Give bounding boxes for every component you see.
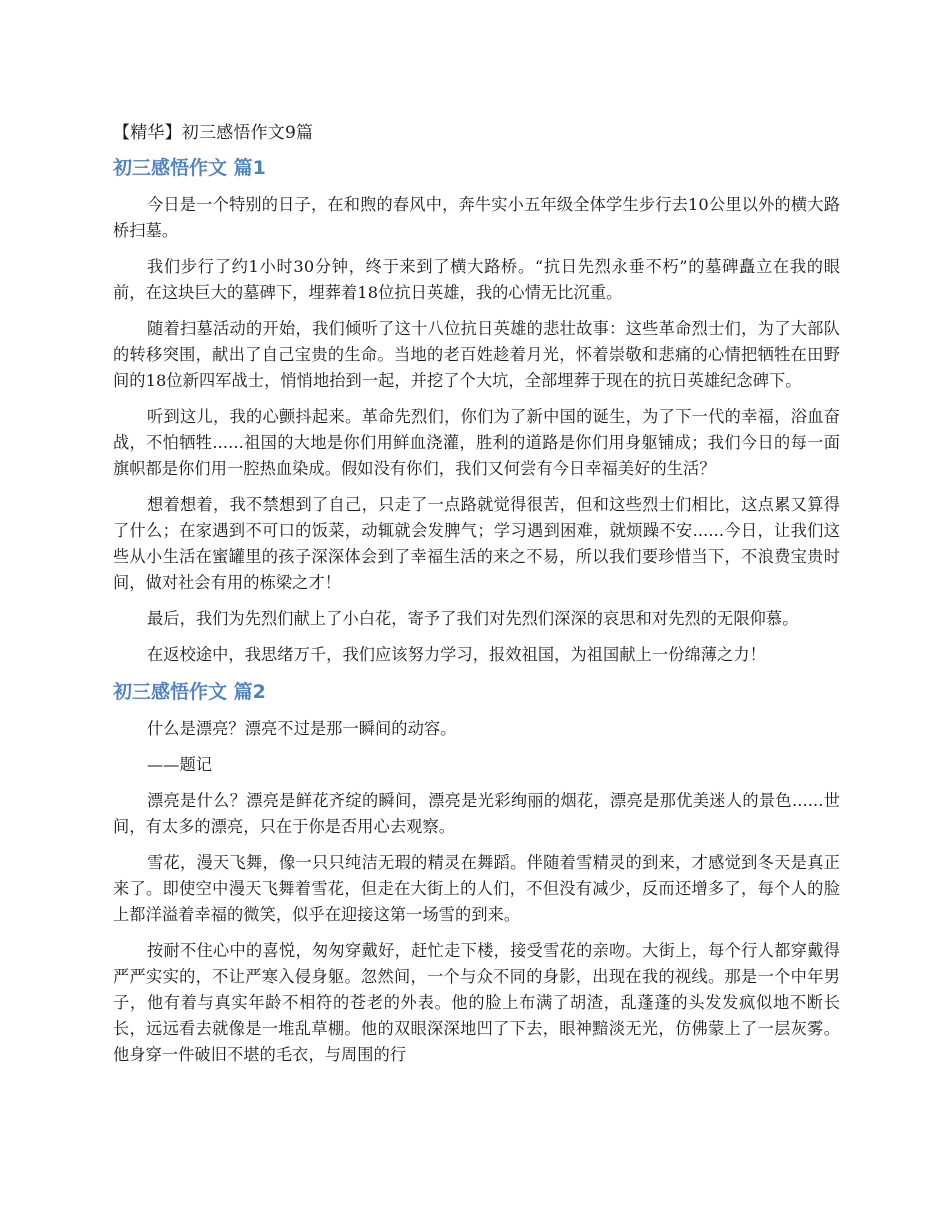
document-title: 【精华】初三感悟作文9篇 <box>113 123 314 143</box>
section-1 <box>113 154 840 668</box>
document-page <box>113 120 840 1078</box>
paragraph: 我们步行了约1小时30分钟，终于来到了横大路桥。“抗日先烈永垂不朽”的墓碑矗立在我的眼前，在这块巨大的墓碑下，埋葬着18位抗日英雄，我的心情无比沉重。 <box>113 257 840 302</box>
paragraph: 什么是漂亮？漂亮不过是那一瞬间的动容。 <box>147 719 457 738</box>
paragraph: 今日是一个特别的日子，在和煦的春风中，奔牛实小五年级全体学生步行去10公里以外的横大路桥扫墓。 <box>113 195 840 240</box>
paragraph: ——题记 <box>147 755 213 774</box>
paragraph: 在返校途中，我思绪万千，我们应该努力学习，报效祖国，为祖国献上一份绵薄之力！ <box>147 645 766 664</box>
paragraph: 随着扫墓活动的开始，我们倾听了这十八位抗日英雄的悲壮故事：这些革命烈士们，为了大部队的转移突围，献出了自己宝贵的生命。当地的老百姓趁着月光，怀着崇敬和悲痛的心情把牺牲在田野间的18位新四军战士，悄悄地抬到一起，并挖了个大坑，全部埋葬于现在的抗日英雄纪念碑下。 <box>113 319 840 390</box>
section-2 <box>113 678 840 1068</box>
paragraph: 漂亮是什么？漂亮是鲜花齐绽的瞬间，漂亮是光彩绚丽的烟花，漂亮是那优美迷人的景色......世间，有太多的漂亮，只在于你是否用心去观察。 <box>113 791 840 836</box>
section-heading: 初三感悟作文 篇2 <box>113 681 266 703</box>
paragraph: 想着想着，我不禁想到了自己，只走了一点路就觉得很苦，但和这些烈士们相比，这点累又算得了什么；在家遇到不可口的饭菜，动辄就会发脾气；学习遇到困难，就烦躁不安......今日，让我们这些从小生活在蜜罐里的孩子深深体会到了幸福生活的来之不易，所以我们要珍惜当下，不浪费宝贵时间，做对社会有用的栋梁之才！ <box>113 495 840 592</box>
paragraph: 雪花，漫天飞舞，像一只只纯洁无瑕的精灵在舞蹈。伴随着雪精灵的到来，才感觉到冬天是真正来了。即使空中漫天飞舞着雪花，但走在大街上的人们，不但没有减少，反而还增多了，每个人的脸上都洋溢着幸福的微笑，似乎在迎接这第一场雪的到来。 <box>113 853 840 924</box>
paragraph: 最后，我们为先烈们献上了小白花，寄予了我们对先烈们深深的哀思和对先烈的无限仰慕。 <box>147 609 799 628</box>
paragraph: 按耐不住心中的喜悦，匆匆穿戴好，赶忙走下楼，接受雪花的亲吻。大街上，每个行人都穿戴得严严实实的，不让严寒入侵身躯。忽然间，一个与众不同的身影，出现在我的视线。那是一个中年男子，他有着与真实年龄不相符的苍老的外表。他的脸上布满了胡渣，乱蓬蓬的头发发疯似地不断长长，远远看去就像是一堆乱草棚。他的双眼深深地凹了下去，眼神黯淡无光，仿佛蒙上了一层灰雾。他身穿一件破旧不堪的毛衣，与周围的行 <box>113 941 840 1064</box>
paragraph: 听到这儿，我的心颤抖起来。革命先烈们，你们为了新中国的诞生，为了下一代的幸福，浴血奋战，不怕牺牲......祖国的大地是你们用鲜血浇灌，胜利的道路是你们用身躯铺成；我们今日的每一面旗帜都是你们用一腔热血染成。假如没有你们，我们又何尝有今日幸福美好的生活？ <box>113 407 840 478</box>
section-heading: 初三感悟作文 篇1 <box>113 157 266 179</box>
